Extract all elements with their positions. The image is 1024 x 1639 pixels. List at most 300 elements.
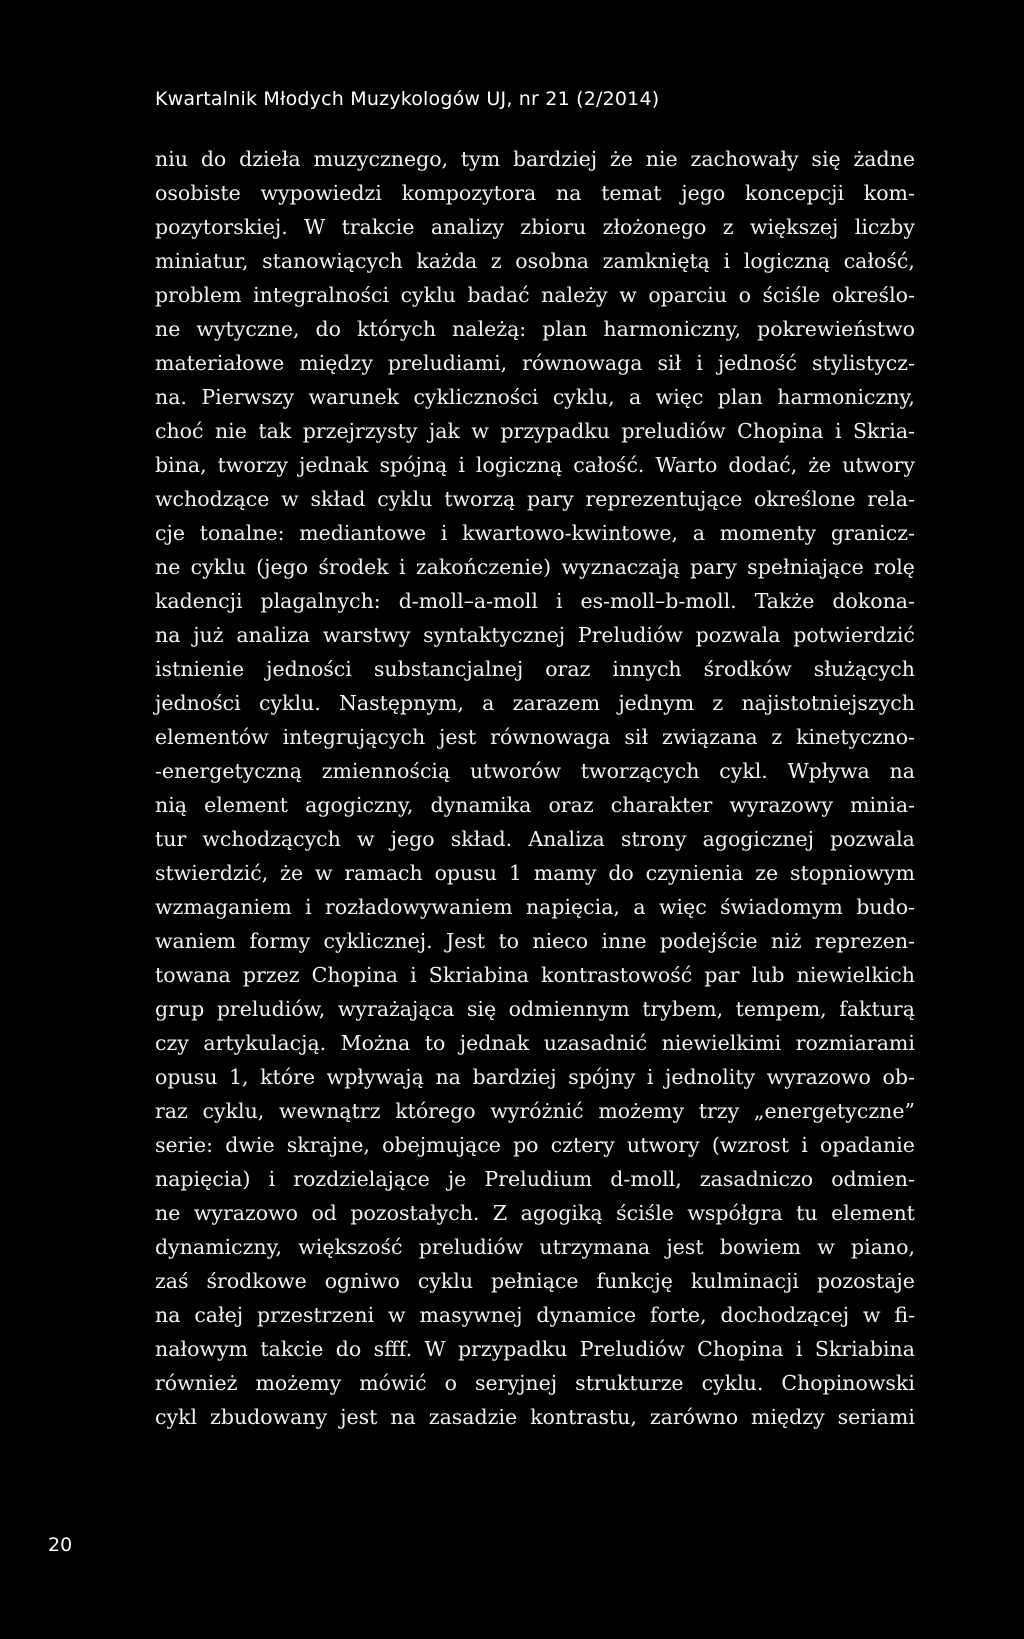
word: stanowiących — [262, 249, 403, 273]
word: wzmaganiem — [155, 895, 292, 919]
word: cykl — [155, 1405, 198, 1429]
word: określone — [754, 487, 856, 511]
text-line — [155, 686, 915, 720]
word: mówić — [359, 1371, 427, 1395]
text-line — [155, 312, 915, 346]
word: najistotniejszych — [741, 691, 915, 715]
word: jego — [681, 181, 726, 205]
word: całej — [194, 1303, 244, 1327]
word: czy — [155, 1031, 189, 1055]
word: jednym — [618, 691, 695, 715]
word: Pierwszy — [201, 385, 295, 409]
text-line — [155, 346, 915, 380]
word: odmien- — [831, 1167, 915, 1191]
word: określo- — [831, 283, 915, 307]
word: i — [723, 249, 731, 273]
word: środek — [318, 555, 389, 579]
word: kulminacji — [690, 1269, 799, 1293]
word: dochodzącej — [720, 1303, 850, 1327]
word: Preludiów — [579, 1337, 685, 1361]
word: spójną — [379, 453, 448, 477]
text-line — [155, 1128, 915, 1162]
word: seryjnej — [475, 1371, 558, 1395]
word: Z — [492, 1201, 508, 1225]
word: zarazem — [512, 691, 601, 715]
word: przejrzysty — [302, 419, 418, 443]
word: opusu — [434, 861, 497, 885]
word: od — [311, 1201, 337, 1225]
word: Następnym, — [338, 691, 464, 715]
text-line — [155, 1298, 915, 1332]
text-line — [155, 856, 915, 890]
word: sił — [657, 351, 682, 375]
word: wyrażająca — [337, 997, 455, 1021]
text-line — [155, 1400, 915, 1434]
word: mediantowe — [299, 521, 427, 545]
word: opadanie — [819, 1133, 915, 1157]
word: złożonego — [602, 215, 707, 239]
word: każda — [416, 249, 478, 273]
word: zasadzie — [428, 1405, 518, 1429]
word: kontrastu, — [530, 1405, 637, 1429]
word: skład — [310, 487, 366, 511]
word: analiza — [236, 623, 311, 647]
word: cyklicznej. — [323, 929, 433, 953]
word: wyrazowo — [766, 1065, 871, 1089]
word: na — [556, 181, 582, 205]
word: tempem, — [735, 997, 827, 1021]
word: o — [738, 283, 751, 307]
word: koncepcji — [744, 181, 845, 205]
word: cykliczności — [413, 385, 539, 409]
word: ściśle — [762, 283, 821, 307]
word: wpływają — [326, 1065, 424, 1089]
word: pary — [526, 487, 574, 511]
word: to — [498, 929, 520, 953]
word: integralności — [253, 283, 390, 307]
word: osobna — [515, 249, 590, 273]
word: jednak — [459, 1031, 530, 1055]
word: świadomym — [720, 895, 843, 919]
text-line — [155, 550, 915, 584]
word: serie: — [155, 1133, 214, 1157]
word: utwory — [626, 1133, 700, 1157]
word: jedności — [155, 691, 241, 715]
word: cyklu, — [202, 1099, 265, 1123]
word: więc — [655, 385, 704, 409]
word: preludiami, — [387, 351, 508, 375]
word: cztery — [550, 1133, 615, 1157]
word: agogicznej — [702, 827, 814, 851]
text-line — [155, 890, 915, 924]
word: i — [834, 419, 842, 443]
word: (wzrost — [711, 1133, 790, 1157]
word: współgra — [687, 1201, 783, 1225]
word: związana — [661, 725, 758, 749]
word: seriami — [837, 1405, 915, 1429]
word: ramach — [344, 861, 423, 885]
word: piano, — [851, 1235, 915, 1259]
body-paragraph — [155, 142, 915, 1434]
word: analizy — [430, 215, 504, 239]
text-line — [155, 1026, 915, 1060]
word: element — [831, 1201, 915, 1225]
word: odmiennym — [508, 997, 630, 1021]
word: to — [424, 1031, 446, 1055]
word: i — [268, 1167, 276, 1191]
word: tworzą — [444, 487, 516, 511]
word: stylistycz- — [811, 351, 915, 375]
word: elementów — [155, 725, 269, 749]
word: dynamiczny, — [155, 1235, 282, 1259]
word: par — [704, 963, 740, 987]
word: cykl. — [719, 759, 768, 783]
word: napięcia) — [155, 1167, 251, 1191]
word: agogiczny, — [305, 793, 414, 817]
word: równowaga — [490, 725, 611, 749]
word: pozwala — [695, 623, 781, 647]
word: muzycznego, — [313, 147, 449, 171]
word: możemy — [255, 1371, 342, 1395]
word: na — [889, 759, 915, 783]
word: ne — [155, 1201, 181, 1225]
word: Wpływa — [787, 759, 870, 783]
text-line — [155, 788, 915, 822]
word: preludiów, — [216, 997, 326, 1021]
text-line — [155, 244, 915, 278]
word: harmoniczny, — [777, 385, 915, 409]
word: pełniące — [491, 1269, 579, 1293]
word: przestrzeni — [257, 1303, 375, 1327]
word: kwartowo-kwintowe, — [462, 521, 679, 545]
word: ściśle — [616, 1201, 674, 1225]
word: budo- — [856, 895, 915, 919]
word: uzasadnić — [543, 1031, 648, 1055]
word: między — [299, 351, 373, 375]
word: należy — [541, 283, 608, 307]
word: że — [808, 453, 832, 477]
word: skład. — [450, 827, 513, 851]
word: zbudowany — [210, 1405, 328, 1429]
word: es-moll–b-moll. — [580, 589, 737, 613]
word: wypowiedzi — [260, 181, 382, 205]
word: Skriabina — [814, 1337, 915, 1361]
word: strony — [620, 827, 687, 851]
text-line — [155, 618, 915, 652]
word: wewnątrz — [279, 1099, 381, 1123]
word: kontrastowość — [541, 963, 693, 987]
word: utwory — [842, 453, 915, 477]
word: trakcie — [341, 215, 415, 239]
word: W — [424, 1337, 446, 1361]
word: tur — [155, 827, 187, 851]
word: plan — [542, 317, 588, 341]
word: takcie — [260, 1337, 324, 1361]
text-line — [155, 1366, 915, 1400]
word: przypadku — [457, 1337, 568, 1361]
word: a — [633, 895, 646, 919]
word: kompozytora — [401, 181, 537, 205]
word: niż — [771, 929, 802, 953]
word: ne — [155, 555, 181, 579]
word: preludiów — [621, 419, 726, 443]
word: choć — [155, 419, 204, 443]
word: podejście — [659, 929, 758, 953]
word: stwierdzić, — [155, 861, 269, 885]
word: je — [447, 1167, 467, 1191]
word: reprezen- — [814, 929, 915, 953]
word: warunek — [308, 385, 400, 409]
word: środkowe — [206, 1269, 307, 1293]
word: rolę — [874, 555, 915, 579]
word: Warto — [655, 453, 718, 477]
word: środków — [703, 657, 792, 681]
word: i — [305, 895, 312, 919]
word: 1, — [228, 1065, 249, 1089]
word: towana — [155, 963, 231, 987]
word: utrzymana — [539, 1235, 651, 1259]
word: i — [696, 351, 703, 375]
word: problem — [155, 283, 242, 307]
word: formy — [249, 929, 311, 953]
word: momenty — [719, 521, 817, 545]
word: kadencji — [155, 589, 243, 613]
word: do — [608, 861, 634, 885]
word: na — [155, 623, 181, 647]
word: z — [712, 691, 724, 715]
word: badać — [467, 283, 530, 307]
word: substancjalnej — [373, 657, 524, 681]
word: inne — [601, 929, 647, 953]
word: tonalne: — [199, 521, 285, 545]
word: Jest — [445, 929, 486, 953]
word: bardziej — [513, 147, 598, 171]
word: jak — [428, 419, 460, 443]
word: osobiste — [155, 181, 241, 205]
word: dzieła — [239, 147, 301, 171]
word: Chopina — [737, 419, 824, 443]
text-line — [155, 414, 915, 448]
word: do — [315, 317, 341, 341]
word: kom- — [863, 181, 915, 205]
word: całość, — [843, 249, 915, 273]
word: plan — [717, 385, 763, 409]
word: utworów — [469, 759, 562, 783]
word: których — [357, 317, 437, 341]
word: mamy — [533, 861, 597, 885]
word: rozładowywaniem — [325, 895, 513, 919]
word: z — [771, 725, 783, 749]
word: tym — [460, 147, 501, 171]
word: napięcia, — [525, 895, 620, 919]
word: i — [399, 555, 406, 579]
word: (jego — [256, 555, 309, 579]
word: żadne — [853, 147, 915, 171]
word: raz — [155, 1099, 188, 1123]
word: i — [555, 589, 563, 613]
word: dokona- — [832, 589, 915, 613]
text-line — [155, 1230, 915, 1264]
word: pary — [690, 555, 737, 579]
word: przez — [242, 963, 300, 987]
word: i — [410, 963, 417, 987]
word: oparciu — [648, 283, 728, 307]
text-line — [155, 720, 915, 754]
word: zbioru — [520, 215, 587, 239]
word: pokrewieństwo — [757, 317, 915, 341]
word: stopniowym — [790, 861, 915, 885]
word: preludiów — [418, 1235, 524, 1259]
word: Skria- — [853, 419, 915, 443]
word: nałowym — [155, 1337, 248, 1361]
word: reprezentujące — [585, 487, 743, 511]
text-line — [155, 822, 915, 856]
running-header: Kwartalnik Młodych Muzykologów UJ, nr 21 (2/2014) — [155, 88, 660, 110]
word: Chopina — [311, 963, 398, 987]
text-line — [155, 1094, 915, 1128]
word: kinetyczno- — [796, 725, 915, 749]
text-line — [155, 584, 915, 618]
word: w — [388, 1303, 406, 1327]
text-line — [155, 278, 915, 312]
word: bina, — [155, 453, 207, 477]
word: „energetyczne” — [753, 1099, 915, 1123]
word: sił — [624, 725, 649, 749]
word: funkcję — [596, 1269, 673, 1293]
word: jest — [340, 1405, 378, 1429]
word: wchodzących — [202, 827, 341, 851]
word: a — [629, 385, 642, 409]
word: wchodzące — [155, 487, 270, 511]
word: innych — [612, 657, 682, 681]
word: miniatur, — [155, 249, 249, 273]
word: trzy — [698, 1099, 740, 1123]
word: że — [280, 861, 304, 885]
word: skrajne, — [286, 1133, 370, 1157]
word: Preludium — [484, 1167, 593, 1191]
word: zaś — [155, 1269, 189, 1293]
word: w — [356, 827, 375, 851]
word: jednak — [299, 453, 369, 477]
word: d-moll–a-moll — [398, 589, 538, 613]
word: z — [722, 215, 734, 239]
word: pozytorskiej. — [155, 215, 288, 239]
text-line — [155, 754, 915, 788]
word: służących — [813, 657, 915, 681]
word: i — [440, 521, 448, 545]
word: artykulacją. — [203, 1031, 327, 1055]
word: niewielkich — [796, 963, 915, 987]
word: oraz — [545, 657, 591, 681]
word: cyklu — [417, 1269, 474, 1293]
text-line — [155, 142, 915, 176]
word: po — [513, 1133, 539, 1157]
text-line — [155, 448, 915, 482]
word: które — [260, 1065, 316, 1089]
word: zmiennością — [321, 759, 451, 783]
text-line — [155, 992, 915, 1026]
text-line — [155, 652, 915, 686]
word: wyrazowo — [193, 1201, 298, 1225]
word: i — [801, 1133, 808, 1157]
word: integrujących — [282, 725, 426, 749]
text-line — [155, 380, 915, 414]
word: potwierdzić — [793, 623, 915, 647]
word: materiałowe — [155, 351, 285, 375]
word: cyklu. — [258, 691, 321, 715]
word: strukturze — [575, 1371, 684, 1395]
word: -energetyczną — [155, 759, 302, 783]
word: całość. — [573, 453, 645, 477]
word: jednolity — [665, 1065, 756, 1089]
word: fakturą — [839, 997, 915, 1021]
word: granicz- — [830, 521, 915, 545]
word: którego — [395, 1099, 476, 1123]
word: d-moll, — [610, 1167, 682, 1191]
word: cyklu — [190, 555, 246, 579]
word: trybem, — [642, 997, 724, 1021]
word: cyklu, — [552, 385, 615, 409]
word: sfff. — [373, 1337, 413, 1361]
word: jest — [439, 725, 477, 749]
word: z — [490, 249, 502, 273]
word: dodać, — [728, 453, 798, 477]
word: element — [204, 793, 288, 817]
word: przypadku — [500, 419, 610, 443]
word: pozostaje — [816, 1269, 915, 1293]
word: Skriabina — [428, 963, 529, 987]
word: w — [314, 861, 333, 885]
word: do — [200, 147, 227, 171]
word: a — [692, 521, 706, 545]
text-line — [155, 1264, 915, 1298]
word: równowaga — [522, 351, 643, 375]
word: 1 — [508, 861, 522, 885]
word: oraz — [548, 793, 594, 817]
word: charakter — [610, 793, 713, 817]
word: istnienie — [155, 657, 245, 681]
word: bowiem — [719, 1235, 801, 1259]
word: ogniwo — [324, 1269, 400, 1293]
word: jest — [666, 1235, 704, 1259]
word: w — [619, 283, 637, 307]
word: więc — [658, 895, 707, 919]
word: na — [435, 1065, 461, 1089]
text-line — [155, 482, 915, 516]
word: forte, — [649, 1303, 707, 1327]
word: ze — [755, 861, 779, 885]
word: już — [193, 623, 224, 647]
word: i — [646, 1065, 654, 1089]
word: opusu — [155, 1065, 218, 1089]
word: grup — [155, 997, 205, 1021]
word: logiczną — [743, 249, 831, 273]
word: waniem — [155, 929, 237, 953]
word: dwie — [225, 1133, 275, 1157]
word: niewielkimi — [661, 1031, 782, 1055]
word: większość — [298, 1235, 403, 1259]
word: spełniające — [747, 555, 864, 579]
word: cje — [155, 521, 185, 545]
word: Analiza — [528, 827, 605, 851]
word: rozmiarami — [795, 1031, 915, 1055]
word: między — [751, 1405, 825, 1429]
text-line — [155, 176, 915, 210]
word: zakończenie) — [415, 555, 552, 579]
word: się — [811, 147, 841, 171]
word: nieco — [532, 929, 589, 953]
word: liczby — [854, 215, 915, 239]
